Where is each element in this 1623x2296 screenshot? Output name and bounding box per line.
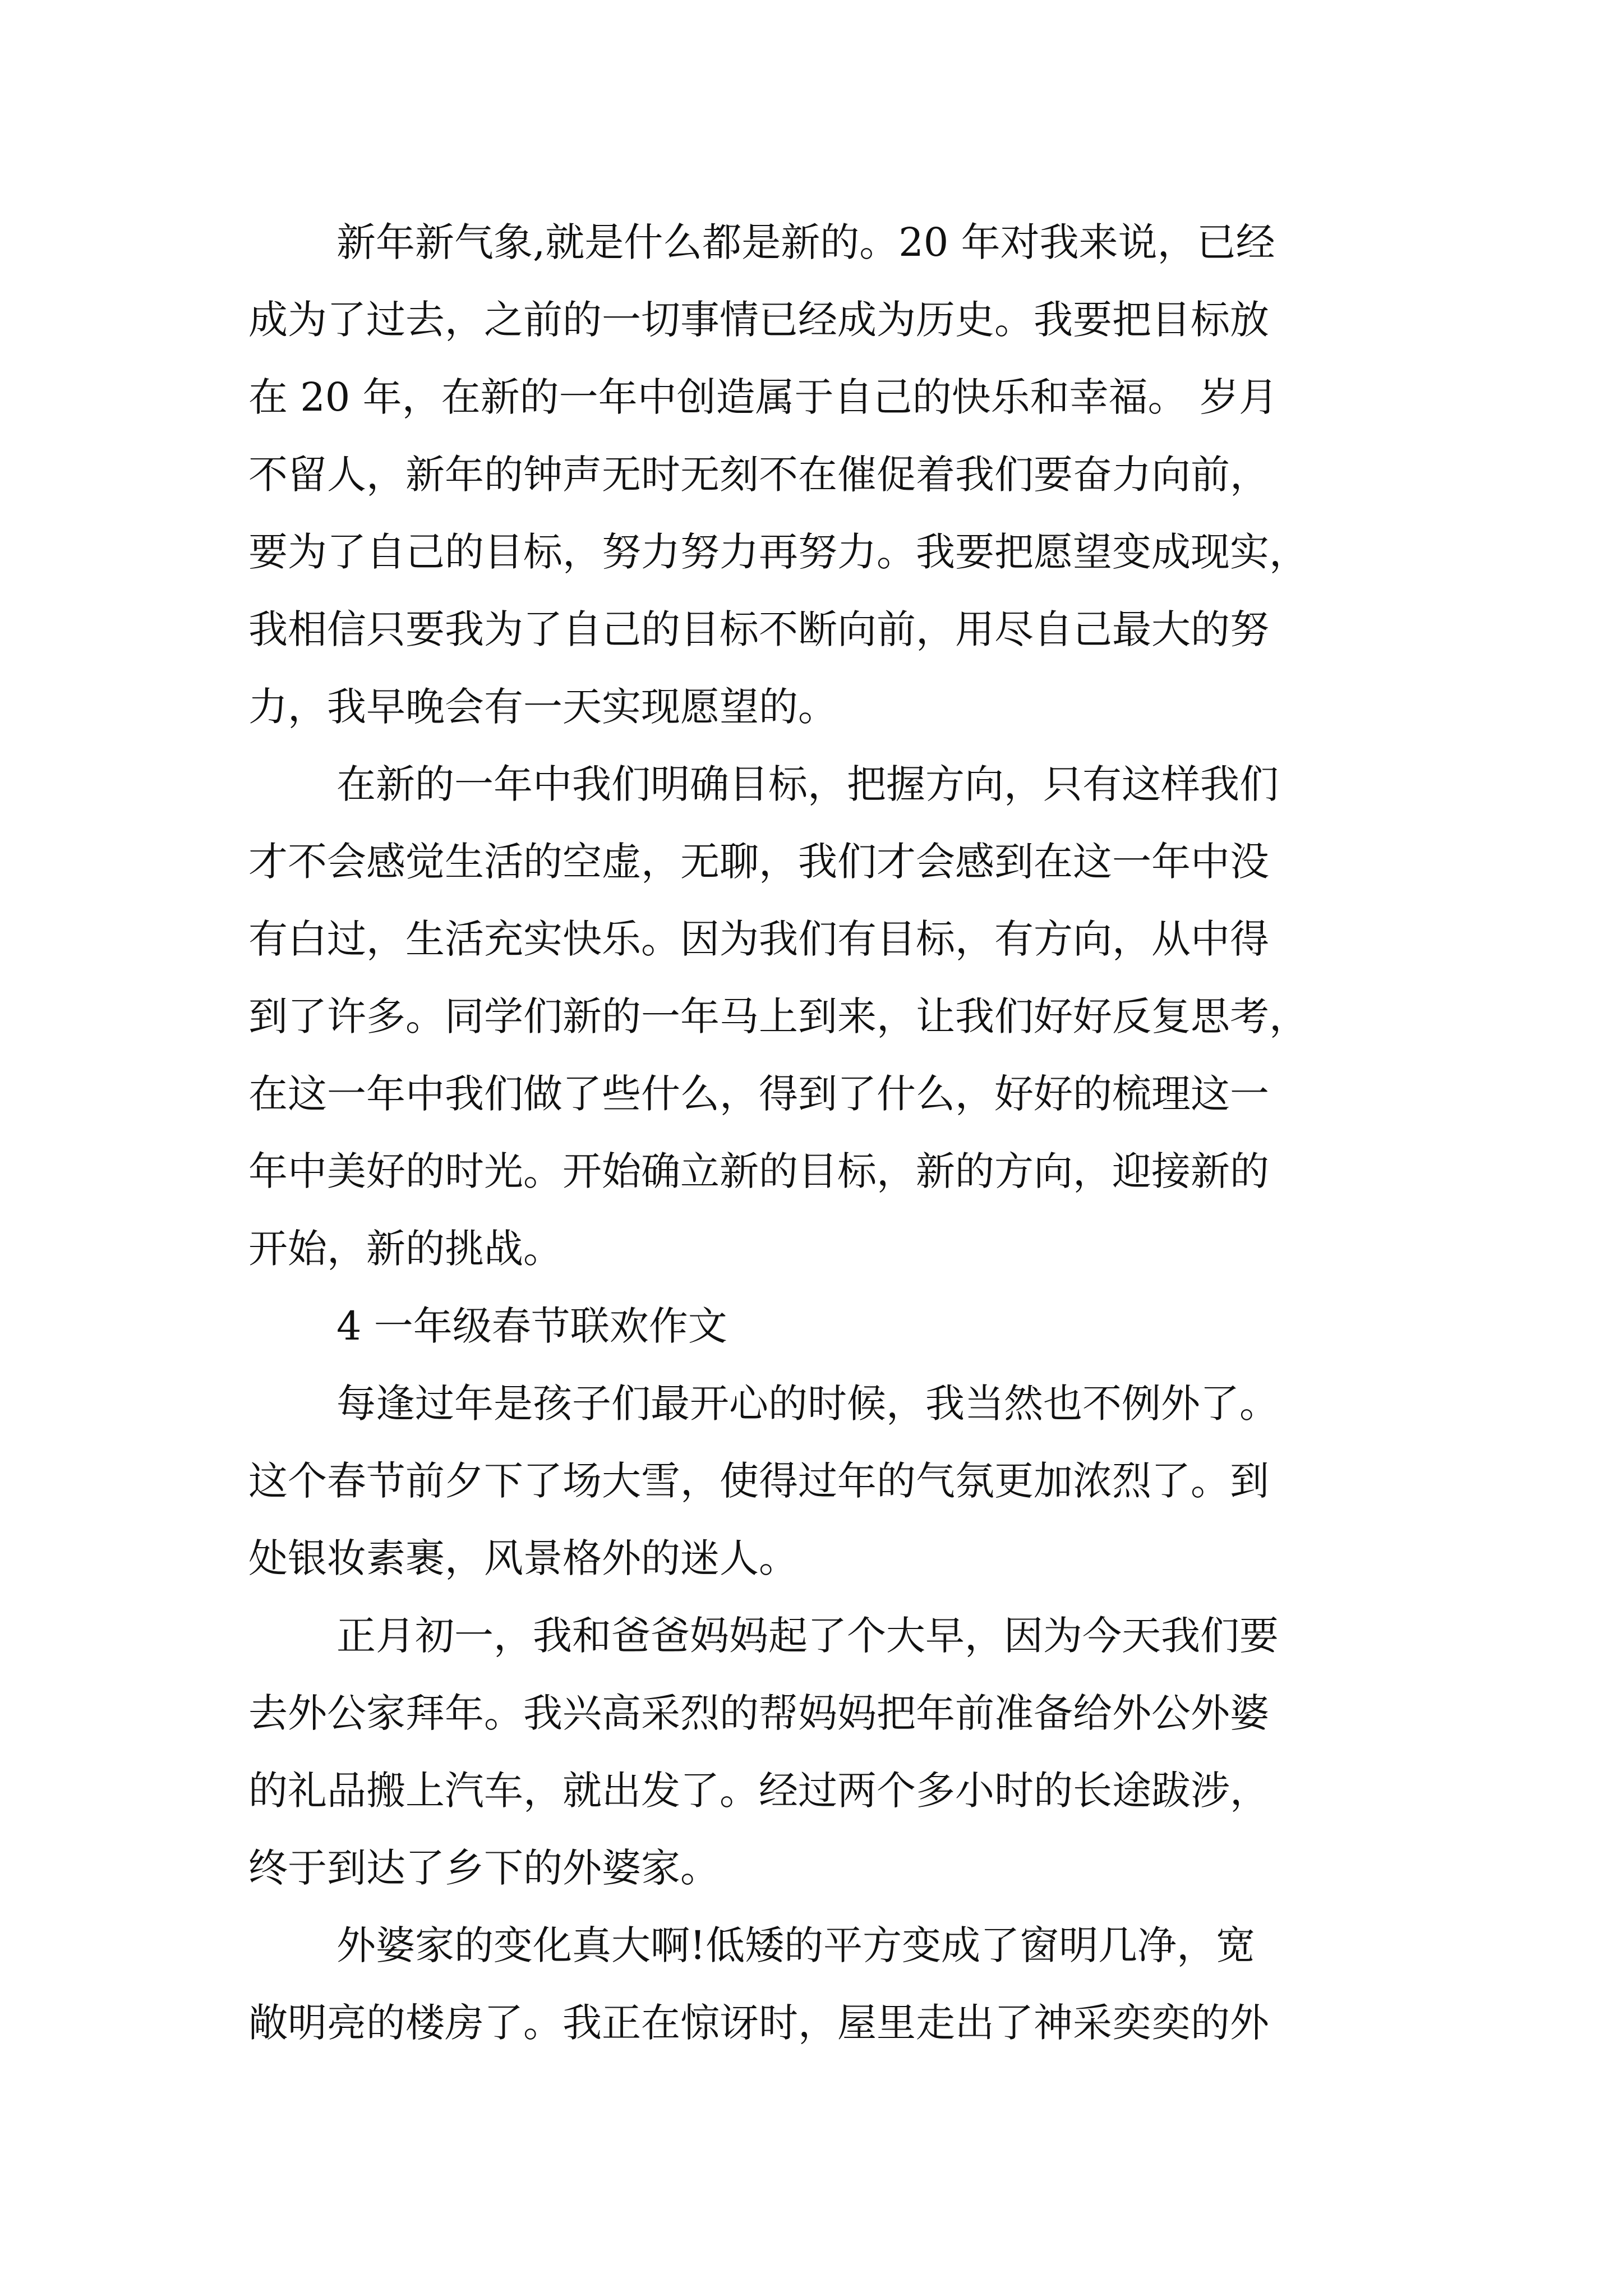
text-line	[0, 1215, 1623, 1282]
text-line-content: 正月初一，我和爸爸妈妈起了个大早，因为今天我们要	[336, 1613, 1279, 1659]
text-line	[0, 364, 1623, 431]
text-line	[0, 596, 1623, 663]
text-line	[0, 983, 1623, 1050]
text-line-content: 我相信只要我为了自己的目标不断向前，用尽自己最大的努	[248, 606, 1269, 652]
text-line-content: 才不会感觉生活的空虚，无聊，我们才会感到在这一年中没	[248, 839, 1269, 885]
text-line	[0, 1447, 1623, 1515]
text-line-content: 新年新气象,就是什么都是新的。20 年对我来说，已经	[336, 219, 1275, 265]
text-line-content: 处银妆素裹，风景格外的迷人。	[248, 1535, 798, 1581]
text-line	[0, 905, 1623, 973]
text-line-content: 去外公家拜年。我兴高采烈的帮妈妈把年前准备给外公外婆	[248, 1690, 1269, 1736]
text-line-content: 在新的一年中我们明确目标，把握方向，只有这样我们	[336, 761, 1279, 807]
text-line	[0, 751, 1623, 818]
text-line	[0, 1680, 1623, 1747]
text-line	[0, 1834, 1623, 1902]
text-line	[0, 1060, 1623, 1128]
text-line-content: 到了许多。同学们新的一年马上到来，让我们好好反复思考，	[248, 993, 1308, 1039]
text-line-content: 在这一年中我们做了些什么，得到了什么，好好的梳理这一	[248, 1071, 1269, 1117]
text-line-content: 不留人，新年的钟声无时无刻不在催促着我们要奋力向前，	[248, 452, 1269, 498]
text-line-content: 在 20 年，在新的一年中创造属于自己的快乐和幸福。 岁月	[248, 374, 1278, 420]
text-line	[0, 441, 1623, 508]
section-heading-text: 4 一年级春节联欢作文	[336, 1303, 727, 1349]
section-heading	[0, 1292, 1623, 1360]
text-line-content: 的礼品搬上汽车，就出发了。经过两个多小时的长途跋涉，	[248, 1768, 1269, 1814]
text-line	[0, 1370, 1623, 1437]
text-line	[0, 286, 1623, 353]
text-line-content: 有白过，生活充实快乐。因为我们有目标，有方向，从中得	[248, 916, 1269, 962]
text-line-content: 这个春节前夕下了场大雪，使得过年的气氛更加浓烈了。到	[248, 1458, 1269, 1504]
text-line	[0, 1525, 1623, 1592]
text-line-content: 开始，新的挑战。	[248, 1226, 562, 1272]
text-line	[0, 673, 1623, 740]
text-line	[0, 1757, 1623, 1824]
text-line-content: 敞明亮的楼房了。我正在惊讶时，屋里走出了神采奕奕的外	[248, 2000, 1269, 2046]
text-line-content: 年中美好的时光。开始确立新的目标，新的方向，迎接新的	[248, 1148, 1269, 1194]
text-line-content: 成为了过去，之前的一切事情已经成为历史。我要把目标放	[248, 297, 1269, 343]
text-line	[0, 1989, 1623, 2056]
text-line-content: 要为了自己的目标，努力努力再努力。我要把愿望变成现实，	[248, 529, 1308, 575]
text-line-content: 每逢过年是孩子们最开心的时候，我当然也不例外了。	[336, 1381, 1279, 1427]
text-line	[0, 1602, 1623, 1669]
text-line	[0, 518, 1623, 586]
text-line	[0, 1138, 1623, 1205]
text-line	[0, 1912, 1623, 1979]
text-line	[0, 828, 1623, 895]
text-line-content: 力，我早晚会有一天实现愿望的。	[248, 684, 837, 730]
text-line-content: 外婆家的变化真大啊!低矮的平方变成了窗明几净，宽	[336, 1922, 1256, 1968]
text-line-content: 终于到达了乡下的外婆家。	[248, 1845, 720, 1891]
text-line	[0, 209, 1623, 276]
